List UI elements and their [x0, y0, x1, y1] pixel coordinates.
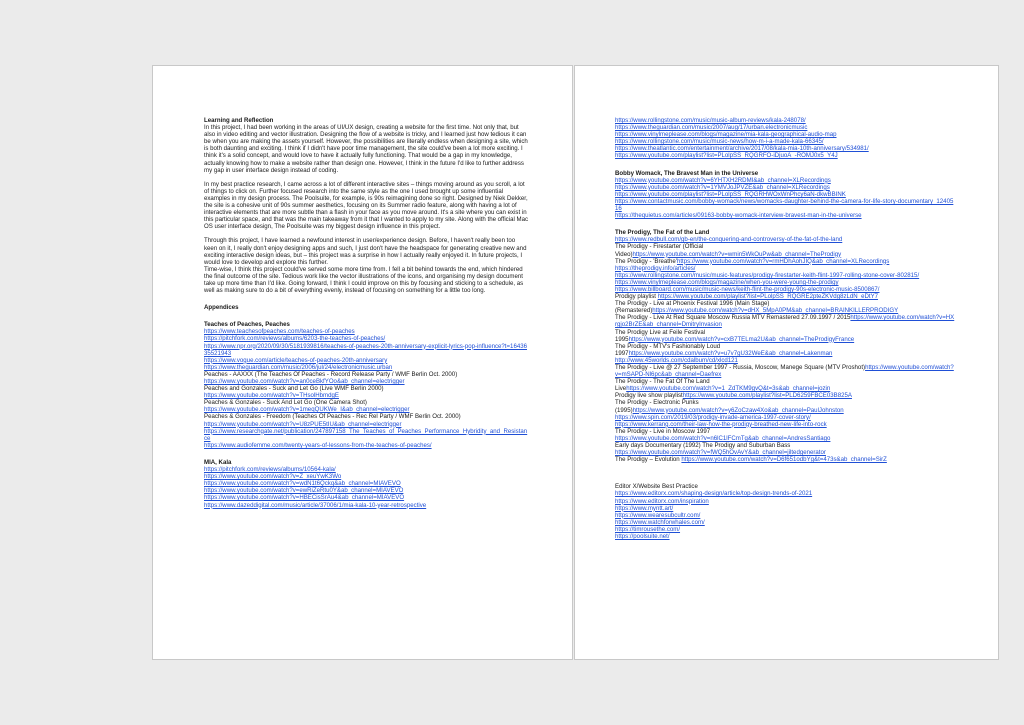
- reference-line[interactable]: [204, 357, 529, 364]
- page-content-left: [204, 117, 529, 509]
- reference-link[interactable]: https://www.dazeddigital.com/music/article/37006/1/mia-kala-10-year-retrospective: [204, 501, 427, 509]
- reference-link[interactable]: https://www.kerrang.com/their-law-how-the-prodigy-breathed-new-life-into-rock: [615, 420, 827, 428]
- reference-link[interactable]: https://www.youtube.com/watch?v=y6ZoCzaw4Xo&ab_channel=PaulJohnston: [632, 406, 844, 414]
- reference-link[interactable]: https://www.youtube.com/watch?v=wmin5WkOuPw&ab_channel=TheProdigy: [632, 250, 842, 258]
- reference-line: [204, 399, 529, 406]
- reference-text: Early days Documentary (1992) The Prodigy and Suburban Bass: [615, 442, 791, 450]
- reference-link[interactable]: https://www.teachesofpeaches.com/teaches-of-peaches: [204, 328, 355, 336]
- reference-line[interactable]: [204, 343, 529, 357]
- reference-text: Peaches & Gonzales - Suck And Let Go (One Camera Shot): [204, 399, 367, 407]
- reference-link[interactable]: https://www.youtube.com/watch?v=ewRiZeRtu0Y&ab_channel=MIAVEVO: [204, 487, 404, 495]
- reference-text: The Prodigy Live at Feile Festival: [615, 328, 706, 336]
- reference-link[interactable]: https://www.youtube.com/watch?v=n6lC1lFCmTg&ab_channel=AndresSantiago: [615, 434, 831, 442]
- reference-line[interactable]: [615, 526, 955, 533]
- mia-heading: MIA, Kala: [204, 458, 232, 466]
- reference-line: [615, 243, 955, 250]
- reference-link[interactable]: https://www.rollingstone.com/music/music-features/prodigy-firestarter-keith-flint-1997-rolling-stone-cover-802815/: [615, 271, 920, 279]
- reference-link[interactable]: https://www.theguardian.com/music/2007/aug/17/urban.electronicmusic: [615, 124, 808, 132]
- reference-line[interactable]: [204, 392, 529, 399]
- reference-line: [204, 371, 529, 378]
- reference-text: (Remastered): [615, 307, 653, 315]
- reference-line[interactable]: [615, 286, 955, 293]
- editor-reference-list: [615, 490, 955, 540]
- appendices-heading: Appendices: [204, 304, 239, 312]
- reference-text: The Prodigy - Electronic Punks: [615, 399, 699, 407]
- reference-text: Peaches and Gonzales - Suck and Let Go (Live WMF Berlin 2000): [204, 385, 384, 393]
- document-page-left: [152, 65, 573, 660]
- reference-link[interactable]: https://www.youtube.com/watch?v=dHX_5MpA0PM&ab_channel=BRAINKILLERPRODIGY: [652, 307, 899, 315]
- reference-link[interactable]: https://www.rollingstone.com/music/music-album-reviews/kala-248078/: [615, 117, 806, 124]
- reference-text: 1995: [615, 335, 629, 343]
- reference-link[interactable]: https://www.youtube.com/watch?v=fWQ5hOvAvY&ab_channel=jiltedgenerator: [615, 449, 826, 457]
- reference-link[interactable]: https://www.youtube.com/watch?v=U8zPUE5tIU&ab_channel=electrigger: [204, 420, 402, 428]
- reference-line[interactable]: [615, 490, 955, 497]
- reference-line[interactable]: [615, 435, 955, 442]
- reference-line[interactable]: [204, 466, 529, 473]
- womack-reference-list: [615, 177, 955, 220]
- peaches-reference-list: [204, 328, 529, 449]
- reference-text: 1997: [615, 349, 629, 357]
- reference-line[interactable]: [615, 191, 955, 198]
- reference-text: Prodigy playlist: [615, 293, 658, 301]
- reference-line[interactable]: [615, 152, 955, 159]
- reference-link[interactable]: https://www.theatlantic.com/entertainment/archive/2017/08/kala-mia-10th-anniversary/534981/: [615, 145, 869, 153]
- reference-line[interactable]: [615, 212, 955, 219]
- reference-link[interactable]: https://www.youtube.com/playlist?list=PLD6259FBCE03B825A: [682, 392, 852, 400]
- reference-line[interactable]: [615, 357, 955, 364]
- reference-line: [615, 350, 955, 357]
- reference-link[interactable]: https://www.youtube.com/watch?v=wdN1t6Qckq&ab_channel=MIAVEVO: [204, 480, 401, 488]
- reflection-paragraph-4: Time-wise, I think this project could've served some more time from. I fell a bit behind towards the end, which hindered the final outcome of the site. Tedious work like the vector illustrations of the icons, and organising my design document take up more time than I'd like. Going forward, I think I could improve on this by focusing and sticking to a schedule, as well as making sure to do a bit of everything evenly, instead of focusing on something for a little too long.: [204, 265, 524, 295]
- reference-text: The Prodigy - The Fat Of The Land: [615, 378, 710, 386]
- reference-link[interactable]: https://www.youtube.com/watch?v=6YHTXH2RDMI&ab_channel=XLRecordings: [615, 176, 831, 184]
- womack-heading: Bobby Womack, The Bravest Man in the Universe: [615, 169, 759, 177]
- reference-text: Peaches & Gonzales - Freedom (Teaches Of Peaches - Rec Rel Party / WMF Berlin Oct. 2000): [204, 413, 461, 421]
- mia-reference-list: [204, 466, 529, 509]
- reference-line[interactable]: [204, 428, 529, 442]
- reference-line: [615, 407, 955, 414]
- reference-line[interactable]: [615, 131, 955, 138]
- reference-line: [615, 428, 955, 435]
- reflection-paragraph-2: In my best practice research, I came across a lot of different interactive sites – things moving around as you scroll, a lot of things to click on. Further focused research into the same style as the one I used brought up some influential examples in my design process. The Poolsuite, for example, is 90s reimagining done so right. Designed by Niek Dekker, the site is a cohesive unit of 90s summer aesthetics, focusing on its Summer radio feature, along with having a lot of interactive elements that are more subtle than a flash in your face as you move around. It's a site where you can exist in this particular space, and that was the main takeaway from it that I wanted to apply to my site. Along with the official Mac OS user interface design, The Poolsuite was my biggest design influence in this project.: [204, 180, 529, 231]
- reference-line: [615, 329, 955, 336]
- reference-line[interactable]: [615, 533, 955, 540]
- reference-text: The Prodigy - 'Breathe': [615, 257, 677, 265]
- reference-line[interactable]: [615, 279, 955, 286]
- reference-link[interactable]: https://www.youtube.com/watch?v=HXrgjo2BrZE&ab_channel=DmitryInvasion: [615, 314, 955, 329]
- reference-link[interactable]: https://www.youtube.com/watch?v=1_ZdTKM9gvQ&t=3s&ab_channel=jozin: [626, 385, 831, 393]
- reference-line[interactable]: [204, 406, 529, 413]
- prodigy-reference-list: [615, 236, 955, 463]
- reference-link[interactable]: https://www.editorx.com/shaping-design/article/top-design-trends-of-2021: [615, 490, 813, 498]
- reference-line[interactable]: [204, 335, 529, 342]
- reference-line: [615, 364, 955, 378]
- reference-link[interactable]: https://thequietus.com/articles/09163-bobby-womack-interview-bravest-man-in-the-universe: [615, 212, 862, 220]
- reference-text: Prodigy live show playlist: [615, 392, 683, 400]
- page-content-right: [615, 117, 955, 540]
- reference-text: Peaches - AAXXX (The Teaches Of Peaches - Record Release Party / WMF Berlin Oct. 2000): [204, 370, 458, 378]
- reference-link[interactable]: https://theprodigy.info/articles/: [615, 264, 696, 272]
- prodigy-heading: The Prodigy, The Fat of the Land: [615, 229, 710, 237]
- reference-line[interactable]: [615, 519, 955, 526]
- reference-line[interactable]: [204, 502, 529, 509]
- reference-link[interactable]: https://www.rollingstone.com/music/music-news/how-m-i-a-made-kala-66345/: [615, 138, 824, 146]
- reference-text: The Prodigy - Live At Red Square Moscow Russia MTV Remastered 27.09.1997 / 2015: [615, 314, 851, 322]
- reference-text: The Prodigy - MTV's Fashionably Loud: [615, 342, 721, 350]
- reference-line[interactable]: [615, 449, 955, 456]
- reflection-paragraph-1: In this project, I had been working in the areas of UI/UX design, creating a website for the first time. Not only that, but also in video editing and vector illustration. Designing the flow of a website is tricky, and I learned just how tedious it can be when you are making the assets yourself. However, the possibilities are literally endless when designing a site, which is both daunting and exciting. I think if I didn't have poor time management, the site could've been a lot more exciting. I think it's a solid concept, and would love to have it actually fully functioning. That would be a gap in my knowledge, actually knowing how to make a website rather than design one. However, I think in the future I'd like to further address my gap in user interface design instead of coding.: [204, 124, 528, 174]
- reference-link[interactable]: https://www.myntt.art/: [615, 504, 674, 512]
- reference-line[interactable]: [615, 124, 955, 131]
- reference-text: The Prodigy - Live in Moscow 1997: [615, 427, 711, 435]
- reference-line: [615, 307, 955, 314]
- reference-link[interactable]: https://poolsuite.net/: [615, 532, 670, 540]
- reference-line: [204, 385, 529, 392]
- reference-link[interactable]: https://www.youtube.com/watch?v=Z_xeuYwK3Wo: [204, 473, 342, 481]
- reference-line: [615, 442, 955, 449]
- reference-line[interactable]: [615, 117, 955, 124]
- reference-link[interactable]: https://www.youtube.com/watch?v=mSAPD-Nl6pc&ab_channel=Daefrex: [615, 364, 954, 379]
- reference-text: The Prodigy - Live at Phoenix Festival 1996 (Main Stage): [615, 300, 770, 308]
- reference-link[interactable]: https://www.editorx.com/inspiration: [615, 497, 709, 505]
- reference-line[interactable]: [615, 414, 955, 421]
- reference-link[interactable]: https://www.theguardian.com/music/2006/jul/24/electronicmusic.urban: [204, 363, 393, 371]
- reference-link[interactable]: https://pitchfork.com/reviews/albums/6203-the-teaches-of-peaches/: [204, 335, 386, 343]
- reference-link[interactable]: https://www.youtube.com/watch?v=cxB7TELma2U&ab_channel=TheProdigyFrance: [628, 335, 855, 343]
- reference-line: [615, 456, 955, 463]
- reference-link[interactable]: https://www.youtube.com/watch?v=1YMVJoJPVZE&ab_channel=XLRecordings: [615, 183, 830, 191]
- reference-line[interactable]: [204, 442, 529, 449]
- peaches-heading: Teaches of Peaches, Peaches: [204, 321, 290, 329]
- reference-link[interactable]: https://www.vogue.com/article/teaches-of-peaches-20th-anniversary: [204, 356, 388, 364]
- reference-line[interactable]: [204, 473, 529, 480]
- reference-line[interactable]: [615, 198, 955, 212]
- reference-link[interactable]: https://pitchfork.com/reviews/albums/10564-kala/: [204, 466, 336, 474]
- reference-line[interactable]: [204, 364, 529, 371]
- reflection-paragraph-3: Through this project, I have learned a newfound interest in user/experience design. Before, I haven't really been too keen on it, I really don't enjoy designing apps and such, I just don't have the headspace for generating creative new and exciting interactive design ideas, but – this project was a surprise in how I actually really enjoyed it. In future projects, I would love to develop and explore this further.: [204, 237, 527, 266]
- reference-link[interactable]: https://www.contactmusic.com/bobby-womack/news/womacks-daughter-behind-the-camera-for-life-story-documentary_1240516: [615, 197, 954, 213]
- reference-line[interactable]: [615, 272, 955, 279]
- reference-link[interactable]: https://www.vinylmeplease.com/blogs/magazine/mia-kala-geographical-audio-map: [615, 131, 837, 139]
- document-page-right: [574, 65, 999, 660]
- reference-link[interactable]: https://www.youtube.com/watch?v=HBECisSrAu4&ab_channel=MIAVEVO: [204, 494, 405, 502]
- reference-line: [615, 258, 955, 265]
- reflection-heading: Learning and Reflection: [204, 117, 274, 124]
- reference-text: Live: [615, 385, 627, 393]
- reference-link[interactable]: https://www.youtube.com/watch?v=rmHDhAohJIQ&ab_channel=XLRecordings: [676, 257, 890, 265]
- reference-link[interactable]: https://www.researchgate.net/publication/247897158_The_Teaches_of_Peaches_Performance_Hybridity_and_Resistance: [204, 427, 528, 442]
- reference-link[interactable]: https://www.watchforwhales.com/: [615, 518, 705, 526]
- reference-link[interactable]: https://www.npr.org/2020/09/30/5181939816/teaches-of-peaches-20th-anniversary-explicit-lyrics-pop-influence?t=1643635521943: [204, 342, 527, 357]
- reference-line: [615, 385, 955, 392]
- reference-text: (1995): [615, 406, 633, 414]
- reference-link[interactable]: https://www.audiofemme.com/twenty-years-of-lessons-from-the-teaches-of-peaches/: [204, 441, 432, 449]
- reference-text: The Prodigy - Firestarter (Official: [615, 243, 704, 251]
- reference-link[interactable]: https://www.vinylmeplease.com/blogs/magazine/when-you-were-young-the-prodigy: [615, 278, 839, 286]
- reference-line: [615, 293, 955, 300]
- reference-link[interactable]: https://www.youtube.com/watch?v=an0ceBkfYOo&ab_channel=electrigger: [204, 378, 405, 385]
- reference-line: [204, 413, 529, 420]
- reference-line[interactable]: [615, 421, 955, 428]
- reference-line[interactable]: [204, 421, 529, 428]
- reference-line[interactable]: [615, 184, 955, 191]
- reference-link[interactable]: https://www.billboard.com/music/music-news/keith-flint-the-prodigy-90s-electronic-music-8500867/: [615, 285, 880, 293]
- reference-line: [615, 399, 955, 406]
- reference-line[interactable]: [204, 328, 529, 335]
- reference-link[interactable]: https://www.youtube.com/watch?v=u7v7gU32WeE&ab_channel=Lakenman: [628, 349, 833, 357]
- reference-link[interactable]: https://www.youtube.com/playlist?list=PLolpSS_RQGRHWOxWnPhcy6aN-dkwBBINK: [615, 190, 846, 198]
- reference-link[interactable]: https://www.youtube.com/watch?v=THsolHbmdgE: [204, 392, 339, 400]
- kala-reference-list: [615, 117, 955, 160]
- reference-line[interactable]: [204, 378, 529, 385]
- reference-line[interactable]: [204, 487, 529, 494]
- reference-link[interactable]: https://timrousethe.com/: [615, 525, 681, 533]
- reference-line[interactable]: [615, 498, 955, 505]
- reference-line[interactable]: [204, 494, 529, 501]
- reference-link[interactable]: https://www.wearesubcultr.com/: [615, 511, 701, 519]
- reference-line: [615, 336, 955, 343]
- reference-line[interactable]: [615, 138, 955, 145]
- reference-line[interactable]: [615, 505, 955, 512]
- reference-line[interactable]: [615, 145, 955, 152]
- reference-line[interactable]: [615, 265, 955, 272]
- reference-link[interactable]: https://www.youtube.com/watch?v=1meqQUKWe_I&ab_channel=electrigger: [204, 406, 410, 414]
- reference-line: [615, 392, 955, 399]
- reference-line[interactable]: [615, 236, 955, 243]
- reference-link[interactable]: https://www.youtube.com/playlist?list=PLolpSS_RQGRE2pteZKVdg8zLdN_eDtY7: [657, 293, 879, 301]
- reference-line[interactable]: [615, 177, 955, 184]
- reference-link[interactable]: https://www.spin.com/2019/03/prodigy-invade-america-1997-cover-story/: [615, 413, 811, 421]
- reference-line[interactable]: [204, 480, 529, 487]
- reference-link[interactable]: https://www.youtube.com/watch?v=D6f651odbYg&t=473s&ab_channel=SirZ: [681, 456, 887, 464]
- reference-line: [615, 343, 955, 350]
- editor-heading: Editor X/Website Best Practice: [615, 483, 698, 491]
- reference-link[interactable]: https://www.youtube.com/playlist?list=PLolpSS_RQGRFO-iDjuoA_-ROMJ0x5_Y4J: [615, 152, 838, 160]
- reference-text: The Prodigy – Evolution: [615, 456, 682, 464]
- reference-text: The Prodigy - Live @ 27 September 1997 - Russia, Moscow, Manege Square (MTV Proshot): [615, 364, 866, 371]
- reference-line: [615, 314, 955, 328]
- reference-line: [615, 251, 955, 258]
- reference-link[interactable]: https://www.redbull.com/gb-en/the-conquering-and-controversy-of-the-fat-of-the-land: [615, 236, 843, 244]
- reference-line: [615, 300, 955, 307]
- reference-line: [615, 378, 955, 385]
- reference-line[interactable]: [615, 512, 955, 519]
- reference-text: Video): [615, 250, 633, 258]
- reference-link[interactable]: http://www.45worlds.com/cdalbum/cd/xlcd121: [615, 356, 738, 364]
